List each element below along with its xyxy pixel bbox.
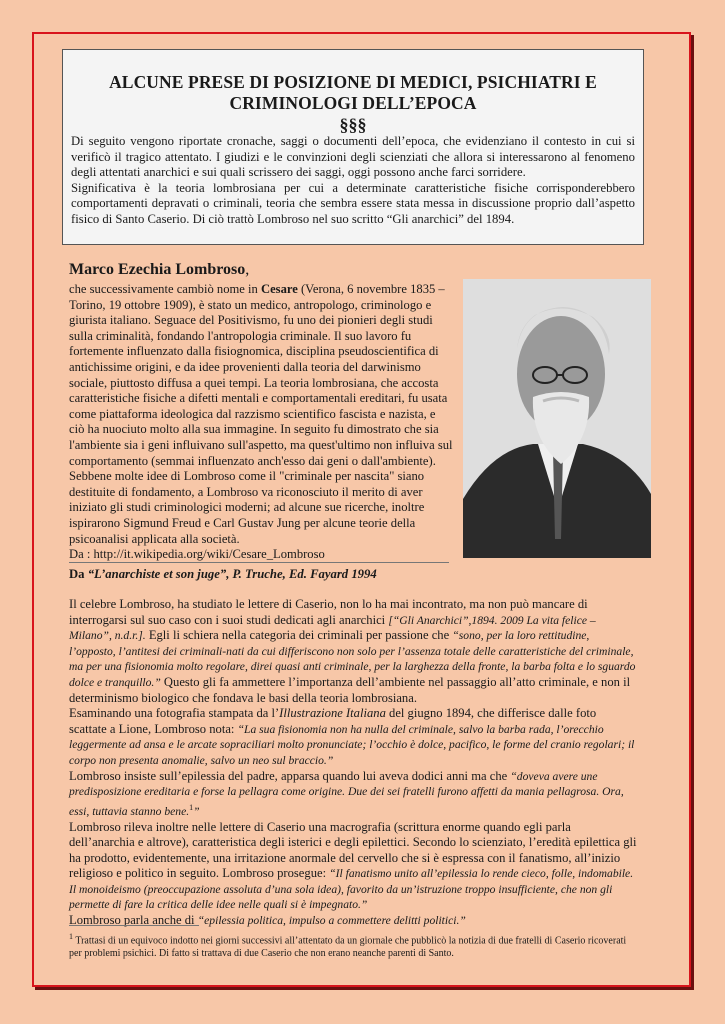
page-title — [71, 72, 635, 114]
body-paragraph-5 — [69, 913, 637, 929]
intro-paragraph-1: Di seguito vengono riportate cronache, saggi o documenti dell’epoca, che evidenziano il contesto in cui si verificò il tragico attentato. I giudizi e le convinzioni degli scienziati che allora si interessarono al fenomeno degli attentati anarchici e sui quali scrissero dei saggi, oggi possono anche farci sorridere. — [71, 134, 635, 180]
portrait-photo — [463, 279, 651, 558]
footnote-number: 1 — [69, 932, 73, 941]
intro-text — [71, 134, 635, 228]
article-body — [69, 597, 637, 929]
footnote-text: Trattasi di un equivoco indotto nei giorni successivi all’attentato da un giornale che pubblicò la notizia di due fratelli di Caserio ricoverati per problemi psichici. Di fatto si trattava di due Caserio che non erano neanche parenti di Santo. — [69, 935, 627, 960]
bio-body: (Verona, 6 novembre 1835 – Torino, 19 ottobre 1909), è stato un medico, antropologo, criminologo e giurista italiano. Seguace del Positivismo, fu uno dei pionieri degli studi sulla criminalità, fondando l'antropologia criminale. Il suo lavoro fu fortemente influenzato dalla fisiognomica, disciplina pseudoscientifica di antichissime origini, e da idee provenienti dalla teoria del darwinismo sociale, piuttosto diffusa a quei tempi. La teoria lombrosiana, che accosta caratteristiche fisiche a difetti mentali e comportamentali ereditari, fu usata come piattaforma ideologica dal razzismo scientifico fascista e nazista, e ciò ha nuociuto molto alla sua immagine. In seguito fu dimostrato che sia l'ambiente sia i geni influivano sull'aspetto, ma quest'ultimo non influiva sul comportamento (semmai influenzato anch'esso dai geni o dall'ambiente). Sebbene molte idee di Lombroso come il "criminale per nascita" siano destituite di fondamento, a Lombroso va riconosciuto il merito di aver iniziato gli studi criminologici moderni; ad alcune sue ricerche, inoltre ispirarono Sigmund Freud e Carl Gustav Jung per alcune teorie della psicoanalisi applicata alla società. — [69, 282, 453, 546]
footnote-divider — [69, 925, 199, 926]
bio-pre: che successivamente cambiò nome in — [69, 282, 261, 296]
p1c: Egli li schiera nella categoria dei criminali per passione che — [145, 628, 453, 643]
p1e: Questo gli fa ammettere l’importanza dell’ambiente nel passaggio all’atto criminale, e non il determinismo biologico che fondava le basi della teoria lombrosiana. — [69, 674, 631, 705]
divider — [69, 562, 449, 563]
intro-paragraph-2: Significativa è la teoria lombrosiana per cui a determinate caratteristiche fisiche corrisponderebbero comportamenti depravati o criminali, teoria che sembra essere stata messa in discussione proprio dall’aspetto fisico di Santo Caserio. Di ciò trattò Lombroso nel suo scritto “Gli anarchici” del 1894. — [71, 180, 635, 226]
p2d: “La sua fisionomia non ha nulla del criminale, salvo la barba rada, l’orecchio leggermente ad ansa e le arcate sopraciliari molto pronunciate; l’occhio è dolce, pacifico, le forme del cranio regolari; il corpo non presenta anomalie, salvo un neo sul braccio.” — [69, 722, 635, 767]
title-line-2: CRIMINOLOGI DELL’EPOCA — [229, 93, 477, 113]
body-paragraph-2 — [69, 706, 637, 768]
p2b: Illustrazione Italiana — [279, 706, 386, 721]
section-mark: §§§ — [339, 115, 367, 135]
source-citation — [69, 567, 377, 582]
portrait-illustration — [463, 279, 651, 558]
intro-box — [62, 49, 644, 245]
bio-alt-name: Cesare — [261, 282, 298, 296]
p5b: “epilessia politica, impulso a commettere delitti politici.” — [197, 914, 466, 928]
p3c: ” — [193, 804, 200, 818]
p4a: Lombroso rileva inoltre nelle lettere di Caserio una macrografia (scrittura enorme quando egli parla dell’anarchia e altrove), caratteristica degli isterici e degli epilettici. Secondo lo scienziato, l’eredità epilettica gli ha prodotto, evidentemente, una irritazione anormale del cervello che si è espressa con il fanatismo, all’inizio religioso e politico in seguito. Lombroso prosegue: — [69, 819, 637, 881]
p3a: Lombroso insiste sull’epilessia del padre, apparsa quando lui aveva dodici anni ma che — [69, 768, 511, 783]
body-paragraph-4 — [69, 820, 637, 914]
biography-text — [69, 282, 453, 563]
title-line-1: ALCUNE PRESE DI POSIZIONE DI MEDICI, PSICHIATRI E — [109, 72, 597, 92]
p2c: del giugno 1894, che differisce dalle foto scattate a Lione, Lombroso nota: — [69, 706, 597, 736]
person-name-comma: , — [245, 261, 250, 278]
source-title: “L’anarchiste et son juge”, P. Truche, Ed. Fayard 1994 — [87, 567, 377, 581]
bio-source-link: Da : http://it.wikipedia.org/wiki/Cesare_Lombroso — [69, 547, 325, 562]
person-name-text: Marco Ezechia Lombroso — [69, 261, 246, 278]
source-prefix: Da — [69, 567, 88, 581]
person-name — [69, 261, 249, 279]
footnote — [69, 930, 637, 960]
p1a: Il celebre Lombroso, ha studiato le lettere di Caserio, non lo ha mai incontrato, ma non può mancare di interrogarsi sul suo caso con i suoi studi dedicati agli anarchici — [69, 597, 588, 627]
p2a: Esaminando una fotografia stampata da l’ — [69, 706, 280, 721]
body-paragraph-1 — [69, 597, 637, 706]
p1d: “sono, per la loro rettitudine, l’opposto, l’antitesi dei criminali-nati da cui differiscono non solo per l’assenza totale delle caratteristiche del criminale, ma per una fisionomia molto regolare, direi quasi anti criminale, per la larghezza della fronte, la barba folta e lo sguardo dolce e tranquillo.” — [69, 629, 636, 689]
p5a: Lombroso parla anche di — [69, 913, 198, 928]
p3b: “doveva avere une predisposizione ereditaria e forse la pellagra come origine. Due dei sei fratelli furono affetti da mania pellagrosa. Ora, essi, tuttavia stanno bene. — [69, 769, 624, 818]
p1b: [“Gli Anarchici”,1894. 2009 La vita felice – Milano”, n.d.r.]. — [69, 613, 596, 643]
footnote-ref: 1 — [189, 802, 194, 812]
body-paragraph-3 — [69, 769, 637, 820]
p4b: “Il fanatismo unito all’epilessia lo rende cieco, folle, indomabile. Il monoideismo (preoccupazione assoluta d’una sola idea), favorito da un’istruzione troppo insufficiente, che non gli permette di fare la critica delle idee nelle quali si è impegnato.” — [69, 867, 634, 912]
